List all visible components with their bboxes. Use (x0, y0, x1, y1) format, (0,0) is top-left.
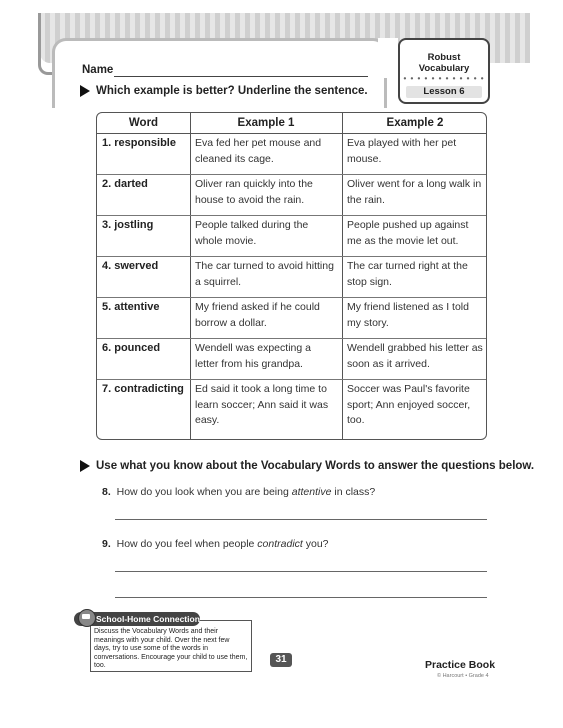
question-number: 9. (102, 538, 111, 550)
question-8: 8. How do you look when you are being attentive in class? (102, 486, 376, 498)
name-field-line[interactable] (114, 76, 368, 77)
example1-sentence[interactable]: Wendell was expecting a letter from his grandpa. (195, 342, 311, 370)
example1-sentence[interactable]: Ed said it took a long time to learn soccer; Ann said it was easy. (195, 383, 329, 426)
vocab-word: 2. darted (102, 178, 148, 190)
page-number: 31 (270, 653, 292, 667)
copyright: © Harcourt • Grade 4 (437, 673, 489, 679)
arrow-bullet-icon (80, 85, 90, 97)
badge-line2: Vocabulary (418, 63, 470, 74)
example2-sentence[interactable]: Eva played with her pet mouse. (347, 137, 457, 165)
vocab-word: 7. contradicting (102, 383, 184, 395)
example2-sentence[interactable]: Soccer was Paul's favorite sport; Ann enjoyed soccer, too. (347, 383, 471, 426)
school-bus-icon (78, 609, 96, 627)
answer-line[interactable] (115, 597, 487, 598)
vocabulary-table (96, 112, 487, 440)
answer-line[interactable] (115, 519, 487, 520)
vocab-word: 3. jostling (102, 219, 154, 231)
header-word: Word (128, 117, 159, 129)
example1-sentence[interactable]: The car turned to avoid hitting a squirrel. (195, 260, 334, 288)
shc-text: Discuss the Vocabulary Words and their meanings with your child. Over the next few days, try to use some of the words in conversations. Encourage your child to use them, too. (94, 628, 248, 669)
instruction-underline: Which example is better? Underline the sentence. (96, 85, 368, 97)
question-number: 8. (102, 486, 111, 498)
arrow-bullet-icon (80, 460, 90, 472)
header-example1: Example 1 (237, 117, 295, 129)
vocab-word: 1. responsible (102, 137, 176, 149)
example1-sentence[interactable]: Oliver ran quickly into the house to avoid the rain. (195, 178, 313, 206)
school-home-connection-box (90, 620, 252, 672)
example2-sentence[interactable]: Oliver went for a long walk in the rain. (347, 178, 482, 206)
vocab-word: 5. attentive (102, 301, 160, 313)
header-example2: Example 2 (386, 117, 444, 129)
shc-title: School-Home Connection (74, 612, 200, 626)
example2-sentence[interactable]: People pushed up against me as the movie let out. (347, 219, 469, 247)
example1-sentence[interactable]: Eva fed her pet mouse and cleaned its cage. (195, 137, 322, 165)
example2-sentence[interactable]: My friend listened as I told my story. (347, 301, 469, 329)
instruction-questions: Use what you know about the Vocabulary Words to answer the questions below. (96, 460, 535, 472)
badge-dots: • • • • • • • • • • • • (403, 74, 485, 83)
question-9: 9. How do you feel when people contradict you? (102, 538, 329, 550)
vocab-word: 6. pounced (102, 342, 161, 354)
example2-sentence[interactable]: The car turned right at the stop sign. (347, 260, 468, 288)
lesson-badge (398, 38, 490, 104)
example1-sentence[interactable]: People talked during the whole movie. (195, 219, 309, 247)
example2-sentence[interactable]: Wendell grabbed his letter as soon as it arrived. (347, 342, 483, 370)
badge-line1: Robust (427, 52, 461, 63)
book-title: Practice Book (425, 659, 496, 671)
header-left-bracket (38, 13, 52, 75)
example1-sentence[interactable]: My friend asked if he could borrow a dollar. (195, 301, 320, 329)
badge-lesson: Lesson 6 (406, 86, 482, 98)
answer-line[interactable] (115, 571, 487, 572)
vocab-word: 4. swerved (102, 260, 159, 272)
name-label: Name (82, 64, 114, 76)
